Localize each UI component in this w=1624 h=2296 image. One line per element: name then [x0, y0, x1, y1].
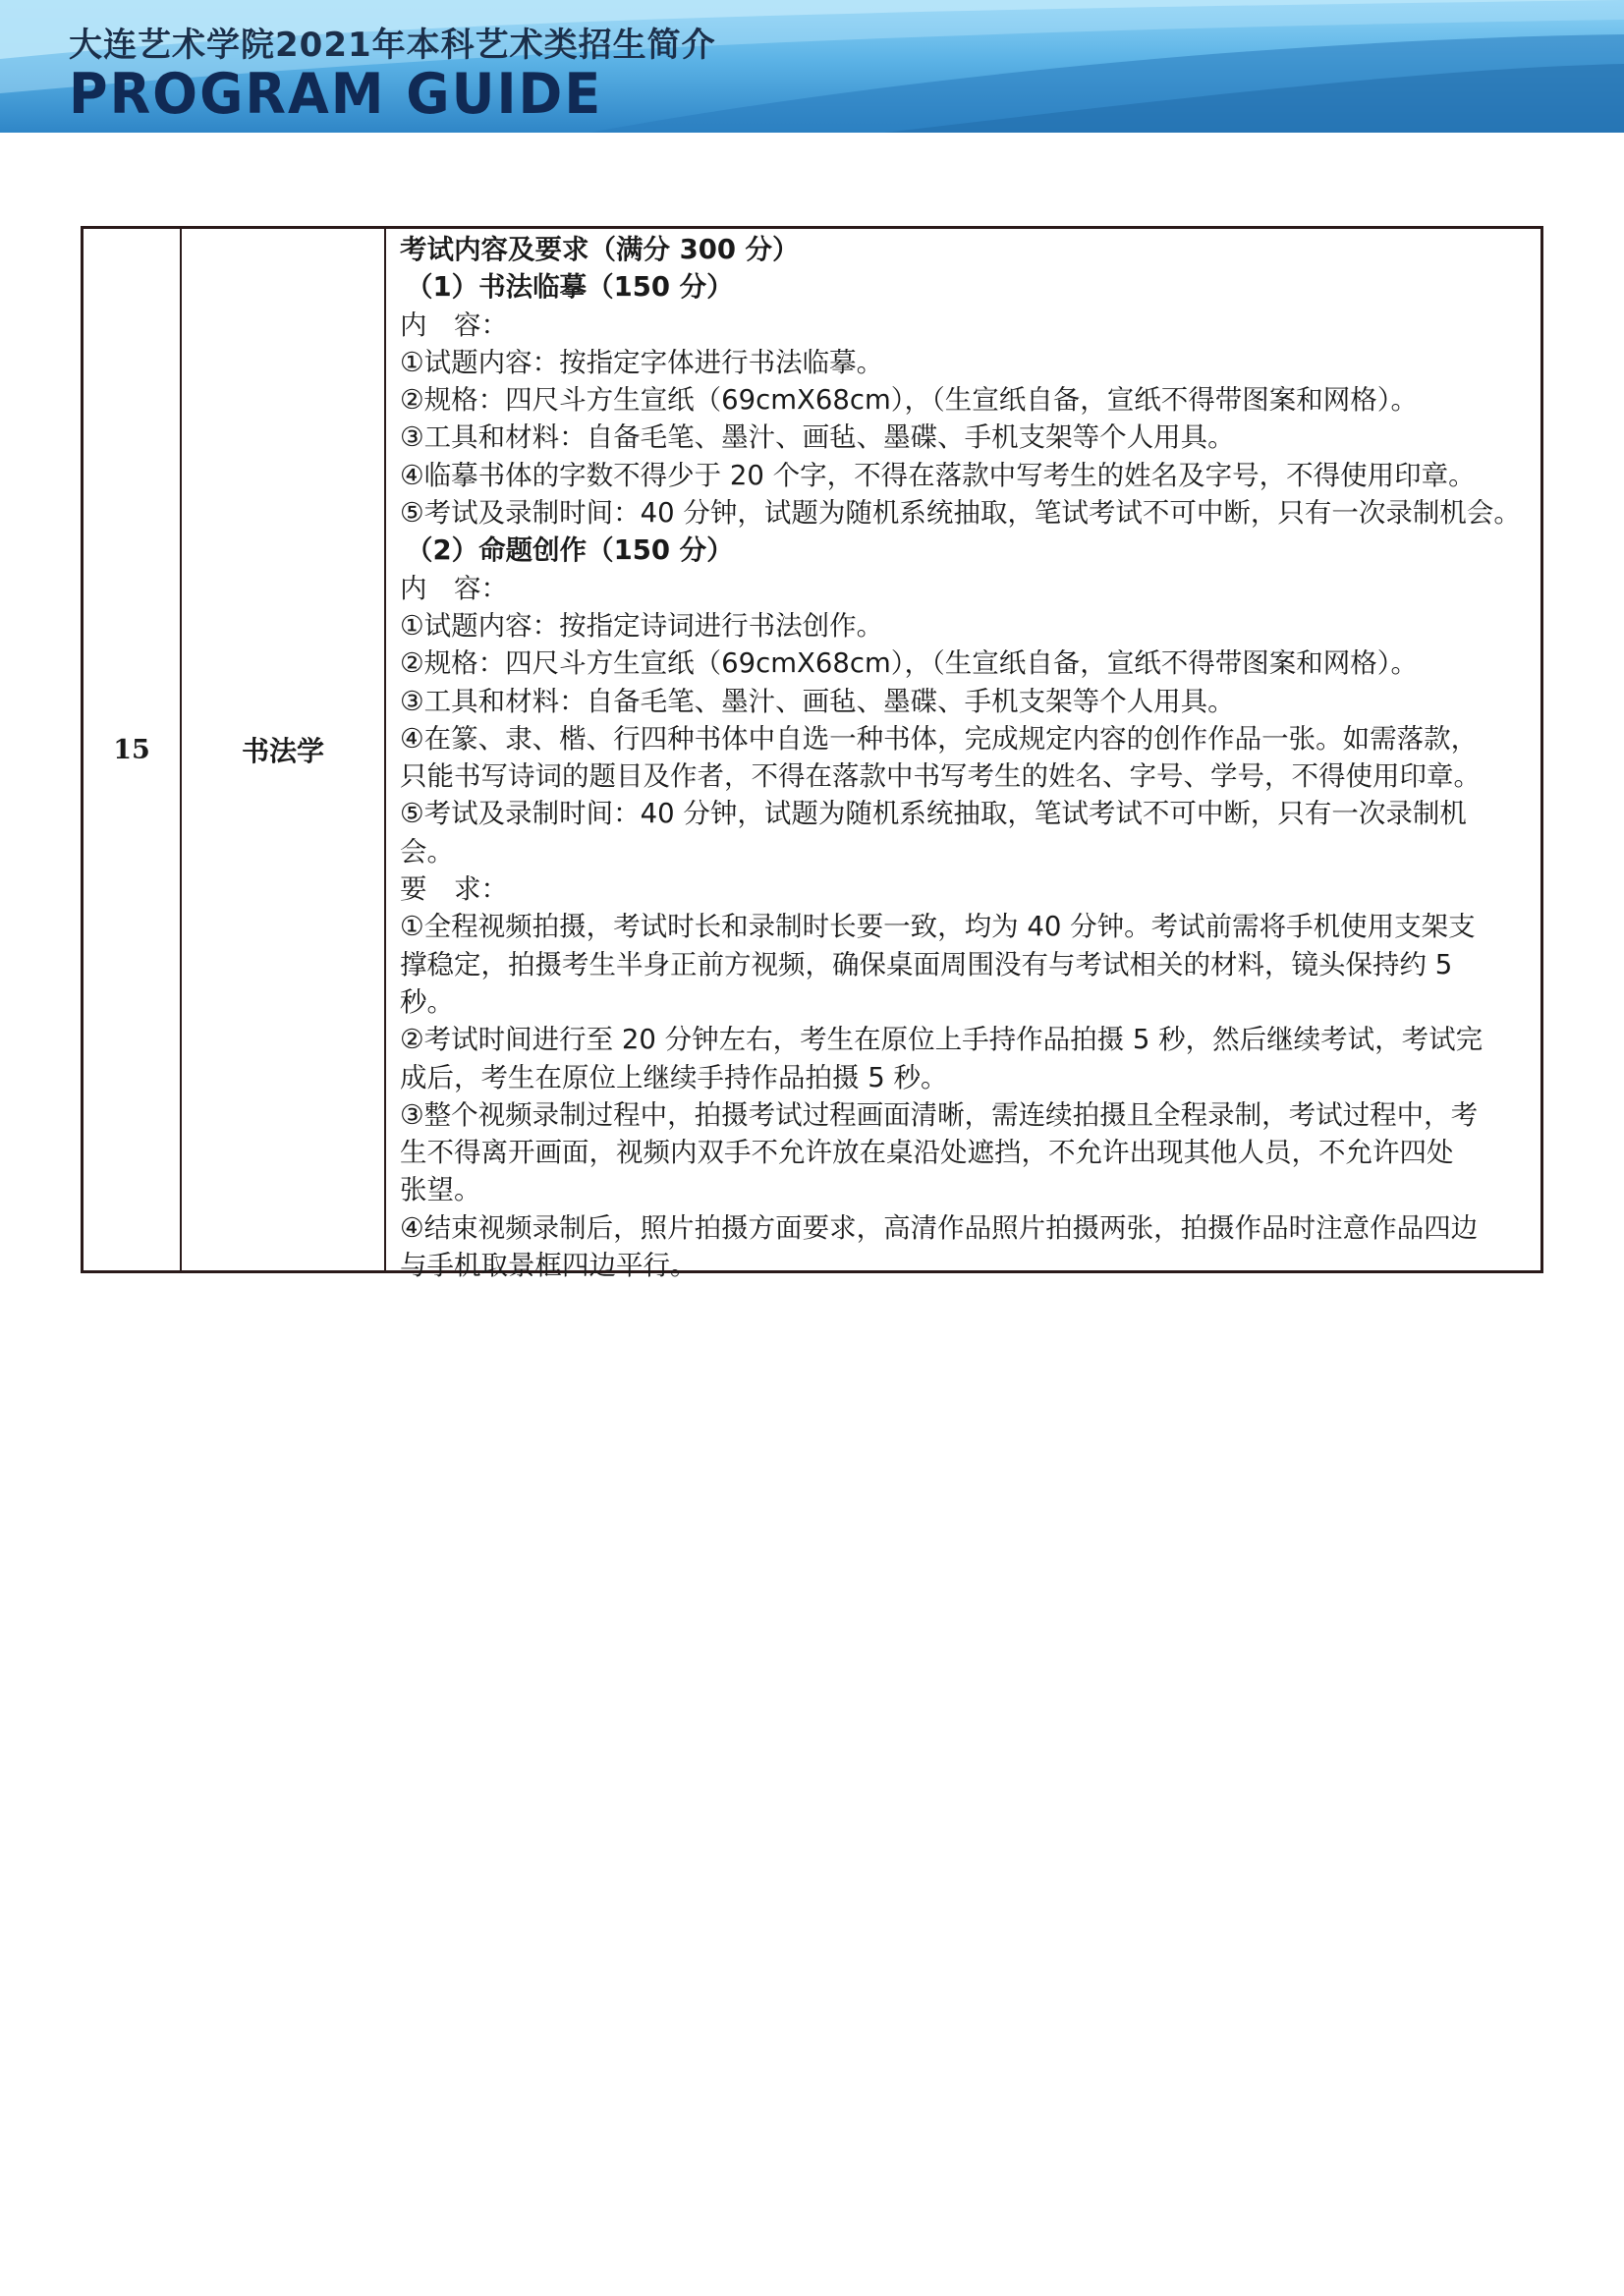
requirement-line: ③工具和材料：自备毛笔、墨汁、画毡、墨碟、手机支架等个人用具。 — [400, 421, 1235, 454]
requirement-line: ①全程视频拍摄，考试时长和录制时长要一致，均为 40 分钟。考试前需将手机使用支架支 — [400, 911, 1476, 943]
requirement-line: ⑤考试及录制时间：40 分钟，试题为随机系统抽取，笔试考试不可中断，只有一次录制机会。 — [400, 497, 1521, 530]
requirement-line: ④在篆、隶、楷、行四种书体中自选一种书体，完成规定内容的创作作品一张。如需落款， — [400, 722, 1479, 755]
row-number: 15 — [84, 229, 182, 1270]
admission-table — [81, 226, 1543, 1282]
requirement-line: 考试内容及要求（满分 300 分） — [400, 234, 800, 265]
header-en-title: PROGRAM GUIDE — [69, 61, 603, 127]
requirement-line: 内 容： — [400, 308, 508, 341]
requirement-line: 与手机取景框四边平行。 — [400, 1250, 698, 1282]
requirement-line: 内 容： — [400, 572, 508, 604]
requirement-line: ②规格：四尺斗方生宣纸（69cmX68cm），（生宣纸自备，宣纸不得带图案和网格）。 — [400, 384, 1419, 417]
requirement-line: 会。 — [400, 835, 454, 868]
requirement-line: 撑稳定，拍摄考生半身正前方视频，确保桌面周围没有与考试相关的材料，镜头保持约 5 — [400, 948, 1453, 980]
requirement-line: 张望。 — [400, 1174, 481, 1206]
requirement-line: ②考试时间进行至 20 分钟左右，考生在原位上手持作品拍摄 5 秒，然后继续考试，考试完 — [400, 1024, 1484, 1056]
requirement-line: 成后，考生在原位上继续手持作品拍摄 5 秒。 — [400, 1061, 948, 1093]
requirement-line: ①试题内容：按指定字体进行书法临摹。 — [400, 346, 884, 378]
requirement-line: ①试题内容：按指定诗词进行书法创作。 — [400, 609, 884, 642]
requirement-line: 秒。 — [400, 985, 454, 1018]
requirement-line: ③整个视频录制过程中，拍摄考试过程画面清晰，需连续拍摄且全程录制，考试过程中，考 — [400, 1098, 1479, 1131]
header-cn-title: 大连艺术学院2021年本科艺术类招生简介 — [69, 26, 716, 65]
requirement-line: ⑤考试及录制时间：40 分钟，试题为随机系统抽取，笔试考试不可中断，只有一次录制机 — [400, 798, 1467, 830]
requirement-line: 生不得离开画面，视频内双手不允许放在桌沿处遮挡，不允许出现其他人员，不允许四处 — [400, 1137, 1454, 1169]
requirement-line: ②规格：四尺斗方生宣纸（69cmX68cm），（生宣纸自备，宣纸不得带图案和网格）。 — [400, 647, 1419, 680]
requirement-line: ④结束视频录制后，照片拍摄方面要求，高清作品照片拍摄两张，拍摄作品时注意作品四边 — [400, 1211, 1479, 1244]
requirement-line: 要 求： — [400, 873, 508, 906]
major-name: 书法学 — [182, 229, 386, 1270]
requirement-line: （2）命题创作（150 分） — [406, 534, 734, 567]
requirement-line: ③工具和材料：自备毛笔、墨汁、画毡、墨碟、手机支架等个人用具。 — [400, 685, 1235, 717]
requirement-line: 只能书写诗词的题目及作者，不得在落款中书写考生的姓名、字号、学号，不得使用印章。 — [400, 760, 1481, 793]
requirement-line: ④临摹书体的字数不得少于 20 个字，不得在落款中写考生的姓名及字号，不得使用印章。 — [400, 459, 1476, 491]
exam-requirements — [386, 229, 1540, 1282]
header-banner — [0, 0, 1624, 133]
requirement-line: （1）书法临摹（150 分） — [406, 271, 734, 304]
